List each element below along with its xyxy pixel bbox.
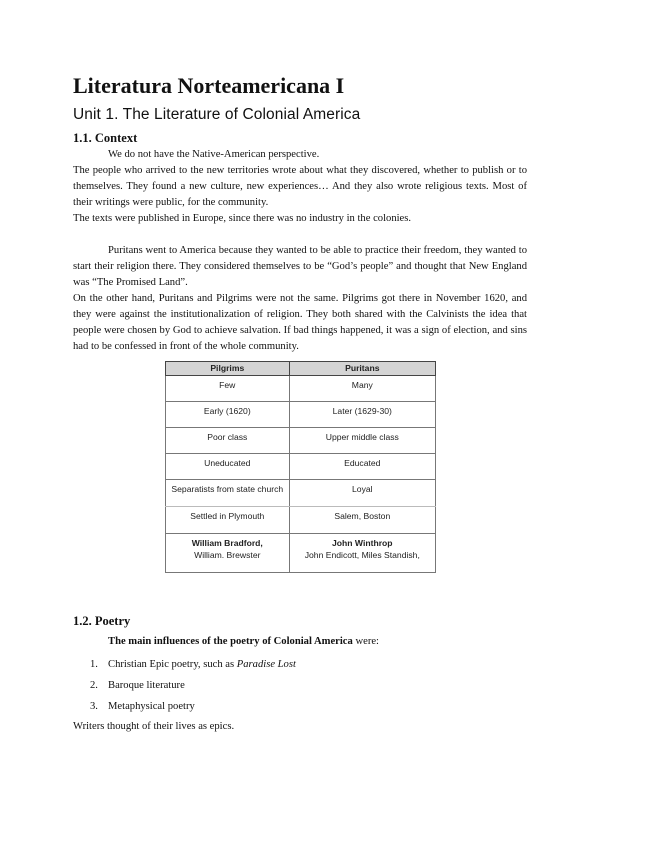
list-item xyxy=(73,696,527,717)
paragraph-spacer xyxy=(73,227,527,243)
table-cell-bold: William Bradford, xyxy=(191,538,263,548)
table-row xyxy=(166,402,436,428)
table-cell: Loyal xyxy=(289,480,435,507)
table-cell: Early (1620) xyxy=(166,402,290,428)
table-row xyxy=(166,480,436,507)
table-cell-text: John Endicott, Miles Standish, xyxy=(304,550,420,560)
table-cell: Separatists from state church xyxy=(166,480,290,507)
list-item-text: Metaphysical poetry xyxy=(108,701,195,712)
context-paragraph-2: The people who arrived to the new territories wrote about what they discovered, whether to publish or to themselves. They found a new culture, new experiences… And they also wrote religious texts. Most of their writings were public, for the community. xyxy=(73,165,527,208)
list-number: 2. xyxy=(90,680,98,691)
list-number: 1. xyxy=(90,659,98,670)
table-cell: Settled in Plymouth xyxy=(166,507,290,534)
table-cell xyxy=(289,534,435,573)
table-row xyxy=(166,454,436,480)
table-cell: Salem, Boston xyxy=(289,507,435,534)
context-paragraph-1: We do not have the Native-American perspective. xyxy=(108,149,320,160)
table-row xyxy=(166,376,436,402)
pilgrims-puritans-table xyxy=(165,361,436,573)
list-item-italic: Paradise Lost xyxy=(236,659,296,670)
unit-title: Unit 1. The Literature of Colonial America xyxy=(73,106,361,123)
table-row xyxy=(166,507,436,534)
table-cell: Later (1629-30) xyxy=(289,402,435,428)
table-cell xyxy=(166,534,290,573)
poetry-heading: 1.2. Poetry xyxy=(73,614,131,628)
context-paragraph-3: The texts were published in Europe, since there was no industry in the colonies. xyxy=(73,213,412,224)
table-cell: Many xyxy=(289,376,435,402)
table-cell: Few xyxy=(166,376,290,402)
table-cell: Upper middle class xyxy=(289,428,435,454)
context-heading: 1.1. Context xyxy=(73,131,138,145)
list-item-text: Christian Epic poetry, such as xyxy=(108,659,237,670)
table-cell-bold: John Winthrop xyxy=(332,538,393,548)
document-page xyxy=(73,72,527,735)
poetry-intro-bold: The main influences of the poetry of Colonial America xyxy=(108,636,353,647)
document-title: Literatura Norteamericana I xyxy=(73,73,345,98)
poetry-closing: Writers thought of their lives as epics. xyxy=(73,721,235,732)
table-row xyxy=(166,428,436,454)
table-header-puritans: Puritans xyxy=(289,362,435,376)
context-paragraph-5: On the other hand, Puritans and Pilgrims were not the same. Pilgrims got there in November 1620, and they were against the institutionalization of religion. They both shared with the Calvinists the idea that people were chosen by God to achieve salvation. If bad things happened, it was a sign of election, and sins had to be confessed in front of the whole community. xyxy=(73,293,527,352)
list-item xyxy=(73,654,527,675)
table-cell: Educated xyxy=(289,454,435,480)
context-paragraph-4: Puritans went to America because they wanted to be able to practice their freedom, they wanted to start their religion there. They considered themselves to be “God’s people” and thought that New England was “The Promised Land”. xyxy=(73,245,527,288)
list-item xyxy=(73,675,527,696)
poetry-intro-rest: were: xyxy=(352,636,379,647)
list-item-text: Baroque literature xyxy=(108,680,185,691)
influences-list xyxy=(73,654,527,717)
list-number: 3. xyxy=(90,701,98,712)
poetry-intro xyxy=(73,634,527,650)
table-header-pilgrims: Pilgrims xyxy=(166,362,290,376)
table-cell: Uneducated xyxy=(166,454,290,480)
table-row xyxy=(166,534,436,573)
table-cell: Poor class xyxy=(166,428,290,454)
table-cell-text: William. Brewster xyxy=(194,550,261,560)
